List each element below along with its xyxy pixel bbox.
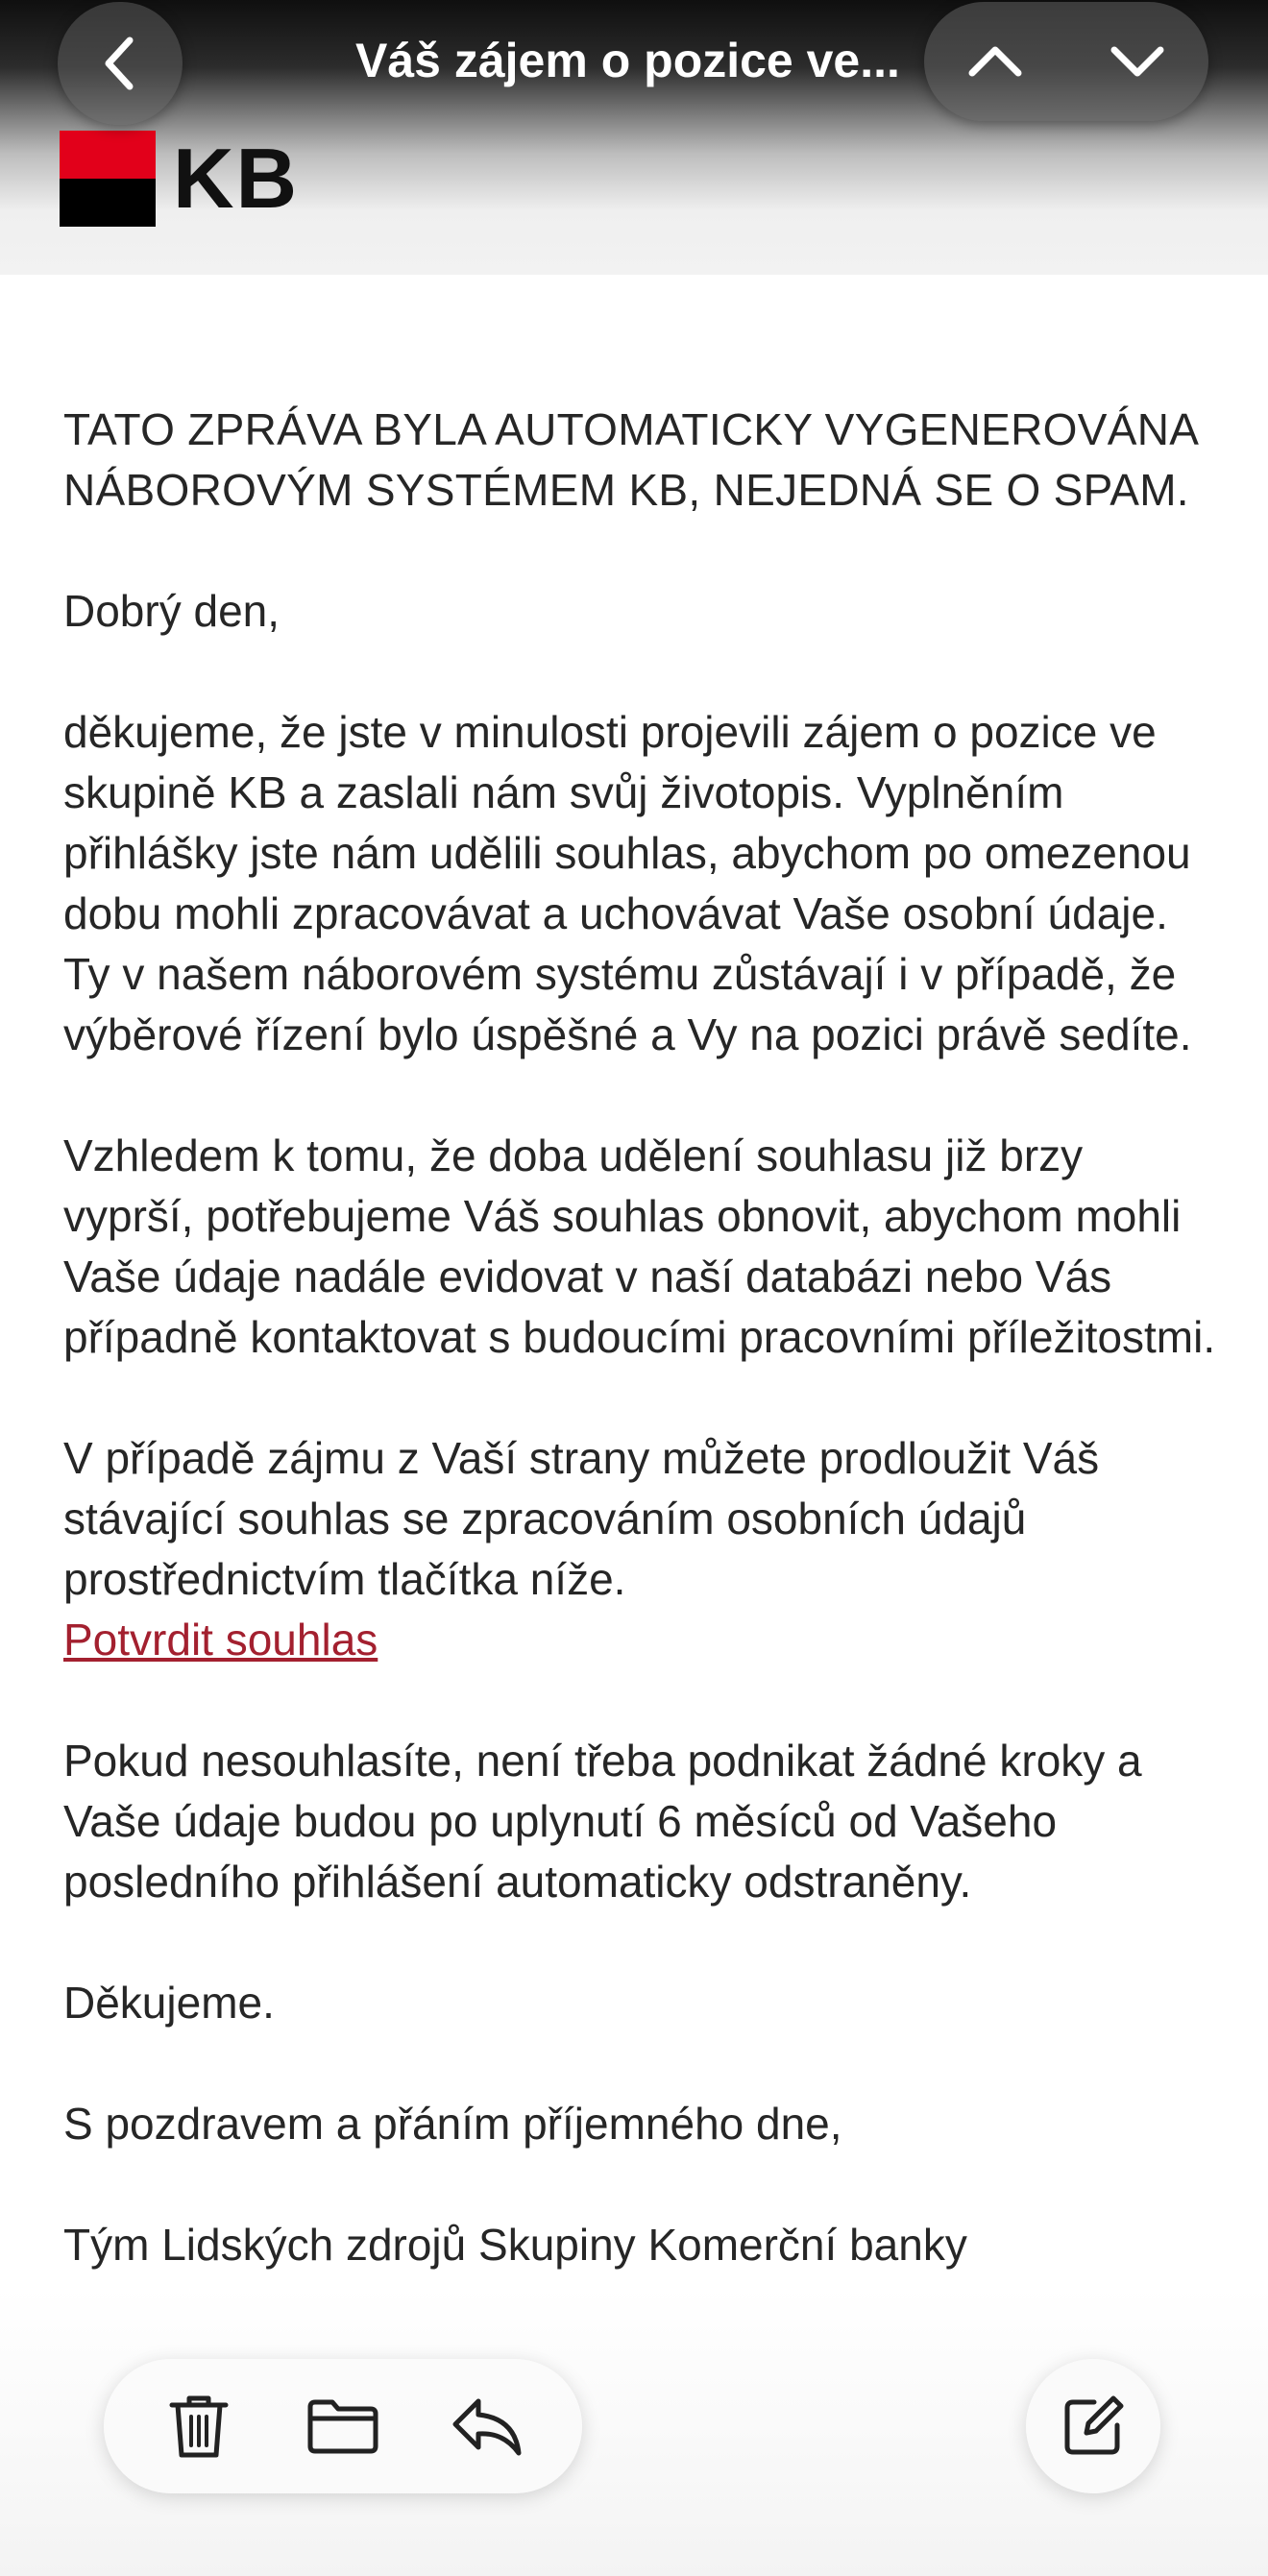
- signature-team: Tým Lidských zdrojů Skupiny Komerční banky: [63, 2220, 967, 2270]
- message-navigation: [924, 2, 1208, 121]
- logo-text: KB: [173, 131, 300, 226]
- chevron-left-icon: [99, 35, 141, 92]
- kb-logo-mark: [60, 131, 156, 227]
- paragraph-consent-intro: děkujeme, že jste v minulosti projevili zájem o pozice ve skupině KB a zaslali nám svůj životopis. Vyplněním přihlášky jste nám udělili souhlas, abychom po omezenou dobu mohli zpracovávat a uchovávat Vaše osobní údaje. Ty v našem náborovém systému zůstávají i v případě, že výběrové řízení bylo úspěšné a Vy na pozici právě sedíte.: [63, 707, 1192, 1059]
- compose-icon: [1061, 2394, 1125, 2458]
- trash-icon: [168, 2392, 230, 2461]
- paragraph-consent-expiry: Vzhledem k tomu, že doba udělení souhlasu již brzy vyprší, potřebujeme Váš souhlas obnovit, abychom mohli Vaše údaje nadále evidovat v naší databázi nebo Vás případně kontaktovat s budoucími pracovními příležitostmi.: [63, 1130, 1216, 1362]
- automatic-notice: TATO ZPRÁVA BYLA AUTOMATICKY VYGENEROVÁNA NÁBOROVÝM SYSTÉMEM KB, NEJEDNÁ SE O SPAM.: [63, 404, 1197, 515]
- email-body: [63, 400, 1216, 2336]
- chevron-up-icon: [966, 42, 1024, 81]
- message-subject-title: Váš zájem o pozice ve...: [355, 34, 900, 87]
- chevron-down-icon: [1109, 42, 1166, 81]
- reply-icon: [451, 2395, 523, 2457]
- logo-black-block: [60, 179, 156, 227]
- folder-icon: [306, 2397, 379, 2455]
- thanks-text: Děkujeme.: [63, 1978, 275, 2028]
- confirm-consent-link[interactable]: Potvrdit souhlas: [63, 1615, 378, 1665]
- delete-button[interactable]: [141, 2369, 256, 2484]
- kb-logo: [60, 131, 299, 227]
- greeting: Dobrý den,: [63, 586, 280, 636]
- paragraph-extend-consent: V případě zájmu z Vaší strany můžete prodloužit Váš stávající souhlas se zpracováním osobních údajů prostřednictvím tlačítka níže.: [63, 1433, 1100, 1604]
- logo-red-block: [60, 131, 156, 179]
- paragraph-decline: Pokud nesouhlasíte, není třeba podnikat žádné kroky a Vaše údaje budou po uplynutí 6 měsíců od Vašeho posledního přihlášení automaticky odstraněny.: [63, 1736, 1142, 1907]
- move-to-folder-button[interactable]: [285, 2369, 401, 2484]
- closing-text: S pozdravem a přáním příjemného dne,: [63, 2099, 842, 2149]
- next-message-button[interactable]: [1085, 9, 1190, 114]
- reply-button[interactable]: [429, 2369, 545, 2484]
- message-actions-toolbar: [104, 2359, 582, 2493]
- back-button[interactable]: [58, 2, 183, 125]
- compose-button[interactable]: [1026, 2359, 1160, 2493]
- previous-message-button[interactable]: [942, 9, 1048, 114]
